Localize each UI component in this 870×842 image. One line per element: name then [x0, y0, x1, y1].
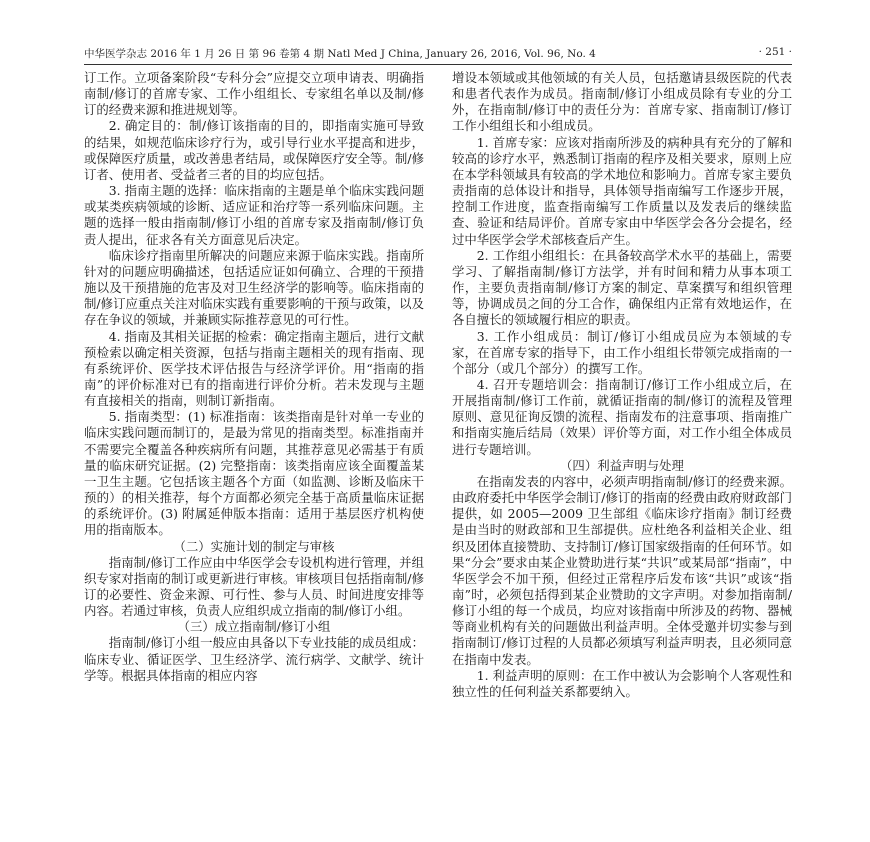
paragraph: 增设本领域或其他领域的有关人员，包括邀请县级医院的代表和患者代表作为成员。指南制/修订小组成员除有专业的分工外，在指南制/修订中的责任分为：首席专家、指南制订/修订工作小组组长和小组成员。 — [452, 70, 792, 134]
paragraph: 指南制/修订小组一般应由具备以下专业技能的成员组成：临床专业、循证医学、卫生经济学、流行病学、文献学、统计学等。根据具体指南的相应内容 — [84, 635, 424, 683]
paragraph: 4. 召开专题培训会：指南制订/修订工作小组成立后，在开展指南制/修订工作前，就循证指南的制/修订的流程及管理原则、意见征询反馈的流程、指南发布的注意事项、指南推广和指南实施后结局（效果）评价等方面，对工作小组全体成员进行专题培训。 — [452, 376, 792, 457]
paragraph: 3. 指南主题的选择：临床指南的主题是单个临床实践问题或某类疾病领域的诊断、适应证和治疗等一系列临床问题。主题的选择一般由指南制/修订小组的首席专家及指南制/修订负责人提出，征求各有关方面意见后决定。 — [84, 183, 424, 247]
paragraph: 订工作。立项备案阶段“专科分会”应提交立项申请表、明确指南制/修订的首席专家、工作小组组长、专家组名单以及制/修订的经费来源和推进规划等。 — [84, 70, 424, 118]
paragraph: 5. 指南类型：(1) 标准指南：该类指南是针对单一专业的临床实践问题而制订的，是最为常见的指南类型。标准指南并不需要完全覆盖各种疾病所有问题，其推荐意见必需基于有质量的临床研究证据。(2) 完整指南：该类指南应该全面覆盖某一卫生主题。它包括该主题各个方面（如监测、诊断及临床干预的）的相关推荐，每个方面都必须完全基于高质量临床证据的系统评价。(3) 附属延伸版本指南：适用于基层医疗机构使用的指南版本。 — [84, 409, 424, 538]
paragraph: 临床诊疗指南里所解决的问题应来源于临床实践。指南所针对的问题应明确描述，包括适应证如何确立、合理的干预措施以及干预措施的危害及对卫生经济学的影响等。临床指南的制/修订应重点关注对临床实践有重要影响的干预与政策，以及存在争议的领域，并兼顾实际推荐意见的可行性。 — [84, 247, 424, 328]
header-rule — [84, 64, 792, 65]
section-subheading: （三）成立指南制/修订小组 — [177, 619, 331, 635]
paragraph: 指南制/修订工作应由中华医学会专设机构进行管理，并组织专家对指南的制订或更新进行审核。审核项目包括指南制/修订的必要性、资金来源、可行性、参与人员、时间进度安排等内容。若通过审核，负责人应组织成立指南的制/修订小组。 — [84, 554, 424, 619]
left-column — [84, 70, 424, 684]
paragraph: 在指南发表的内容中，必须声明指南制/修订的经费来源。由政府委托中华医学会制订/修订的指南的经费由政府财政部门提供，如 2005—2009 卫生部组《临床诊疗指南》制订经费是由当时的财政部和卫生部提供。应杜绝各利益相关企业、组织及团体直接赞助、支持制订/修订国家级指南的任何环节。如果“分会”要求由某企业赞助进行某“共识”或某局部“指南”，中华医学会不加干预，但经过正常程序后发布该“共识”或该“指南”时，必须包括得到某企业赞助的文字声明。对参加指南制/修订小组的每一个成员，均应对该指南中所涉及的药物、器械等商业机构有关的问题做出利益声明。全体受邀并切实参与到指南制订/修订过程的人员都必须填写利益声明表，且必须同意在指南中发表。 — [452, 473, 792, 667]
paragraph: 1. 首席专家：应该对指南所涉及的病种具有充分的了解和较高的诊疗水平，熟悉制订指南的程序及相关要求，原则上应在本学科领域具有较高的学术地位和影响力。首席专家主要负责指南的总体设计和指导，具体领导指南编写工作逐步开展，控制工作进度，监查指南编写工作质量以及发表后的继续监查、验证和结局评价。首席专家由中华医学会各分会提名，经过中华医学会学术部核查后产生。 — [452, 134, 792, 247]
section-subheading: （四）利益声明与处理 — [560, 457, 684, 473]
section-subheading: （二）实施计划的制定与审核 — [173, 538, 335, 554]
paragraph: 3. 工作小组成员：制订/修订小组成员应为本领域的专家，在首席专家的指导下，由工作小组组长带领完成指南的一个部分（或几个部分）的撰写工作。 — [452, 328, 792, 376]
running-header — [84, 46, 792, 62]
right-column — [452, 70, 792, 700]
page-number: · 251 · — [758, 46, 792, 58]
paragraph: 2. 确定目的：制/修订该指南的目的，即指南实施可导致的结果，如规范临床诊疗行为，或引导行业水平提高和进步，或保障医疗质量，或改善患者结局，或保障医疗安全等。制/修订者、使用者、受益者三者的目的均应包括。 — [84, 118, 424, 182]
paragraph: 2. 工作组小组组长：在具备较高学术水平的基础上，需要学习、了解指南制/修订方法学，并有时间和精力从事本项工作，主要负责指南制/修订方案的制定、草案撰写和组织管理等，协调成员之间的分工合作，确保组内正常有效地运作，在各自擅长的领域履行相应的职责。 — [452, 247, 792, 328]
paragraph: 1. 利益声明的原则：在工作中被认为会影响个人客观性和独立性的任何利益关系都要纳入。 — [452, 667, 792, 699]
journal-citation: 中华医学杂志 2016 年 1 月 26 日 第 96 卷第 4 期 Natl Med J China, January 26, 2016, Vol. 96, No. 4 — [84, 48, 596, 60]
paragraph: 4. 指南及其相关证据的检索：确定指南主题后，进行文献预检索以确定相关资源，包括与指南主题相关的现有指南、现有系统评价、医学技术评估报告与经济学评价。用“指南的指南”的评价标准对已有的指南进行评价分析。若未发现与主题有直接相关的指南，则制订新指南。 — [84, 328, 424, 409]
